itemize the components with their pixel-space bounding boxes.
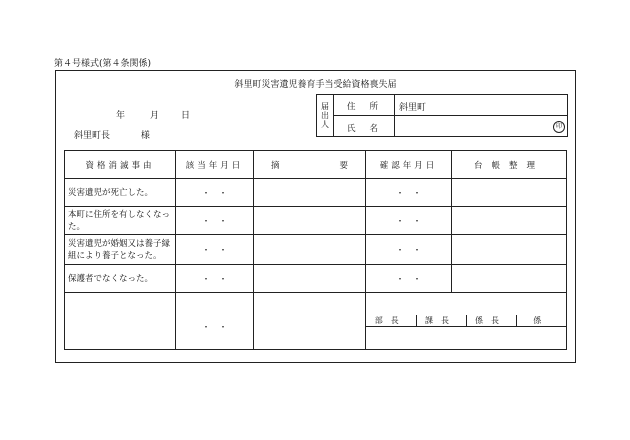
reason-cell: 災害遺児が死亡した。 (65, 179, 176, 207)
table-row (65, 235, 567, 265)
confirm-date-cell[interactable]: ・ ・ (366, 265, 452, 293)
table-row-other (65, 293, 567, 350)
date-year: 年 (116, 111, 126, 121)
stamp-head-dept-chief: 部長 (366, 315, 416, 327)
ledger-cell[interactable] (452, 235, 567, 265)
date-day: 日 (181, 111, 191, 121)
addressee (74, 128, 150, 141)
table-row (65, 179, 567, 207)
loss-of-eligibility-table (64, 150, 567, 350)
table-row (65, 265, 567, 293)
remarks-cell[interactable] (254, 293, 366, 350)
remarks-cell[interactable] (254, 179, 366, 207)
header-reason: 資格消滅事由 (65, 151, 176, 179)
remarks-cell[interactable] (254, 207, 366, 235)
reason-cell: 本町に住所を有しなくなった。 (65, 207, 176, 235)
addressee-honorific: 様 (140, 131, 150, 141)
header-remarks-char-2: 要 (339, 160, 348, 171)
header-date: 該当年月日 (176, 151, 254, 179)
confirm-date-cell[interactable]: ・ ・ (366, 207, 452, 235)
stamp-box-dept-chief[interactable] (366, 327, 416, 328)
table-row (65, 207, 567, 235)
date-cell[interactable]: ・ ・ (176, 235, 254, 265)
date-cell[interactable]: ・ ・ (176, 265, 254, 293)
filer-box (316, 94, 568, 137)
confirm-date-cell[interactable]: ・ ・ (366, 235, 452, 265)
filer-address-label: 住所 (346, 102, 392, 112)
header-confirm-date: 確認年月日 (366, 151, 452, 179)
header-remarks-char-1: 摘 (271, 160, 280, 171)
form-number-label: 第４号様式(第４条関係) (54, 59, 152, 69)
addressee-name: 斜里町長 (74, 131, 111, 141)
remarks-cell[interactable] (254, 265, 366, 293)
date-cell[interactable]: ・ ・ (176, 179, 254, 207)
ledger-cell[interactable] (452, 265, 567, 293)
reason-cell: 保護者でなくなった。 (65, 265, 176, 293)
header-remarks (254, 151, 366, 179)
filer-column-divider (394, 95, 395, 136)
reason-cell: 災害遺児が婚姻又は養子縁組により養子となった。 (65, 235, 176, 265)
stamp-head-subsection-chief: 係長 (466, 315, 516, 327)
stamp-head-section-chief: 課長 (416, 315, 466, 327)
approval-stamp-area (366, 293, 567, 350)
header-remarks-text (257, 159, 362, 171)
stamp-box-section-chief[interactable] (416, 327, 466, 328)
form-title: 斜里町災害遺児養育手当受給資格喪失届 (234, 80, 397, 90)
stamp-box-subsection-chief[interactable] (466, 327, 516, 328)
confirm-date-cell[interactable]: ・ ・ (366, 179, 452, 207)
filer-label: 届出人 (317, 95, 334, 136)
seal-icon: 印 (553, 121, 565, 133)
filer-divider (333, 115, 567, 116)
remarks-cell[interactable] (254, 235, 366, 265)
ledger-cell[interactable] (452, 207, 567, 235)
reason-cell-other[interactable] (65, 293, 176, 350)
filer-address-value[interactable]: 斜里町 (399, 103, 427, 113)
date-month: 月 (150, 111, 160, 121)
filer-name-label: 氏名 (346, 124, 392, 134)
ledger-cell[interactable] (452, 179, 567, 207)
date-cell[interactable]: ・ ・ (176, 207, 254, 235)
table-header-row (65, 151, 567, 179)
approval-stamp-table (366, 315, 566, 328)
stamp-head-staff: 係 (516, 315, 566, 327)
header-ledger: 台帳整理 (452, 151, 567, 179)
date-cell[interactable]: ・ ・ (176, 293, 254, 350)
stamp-box-staff[interactable] (516, 327, 566, 328)
